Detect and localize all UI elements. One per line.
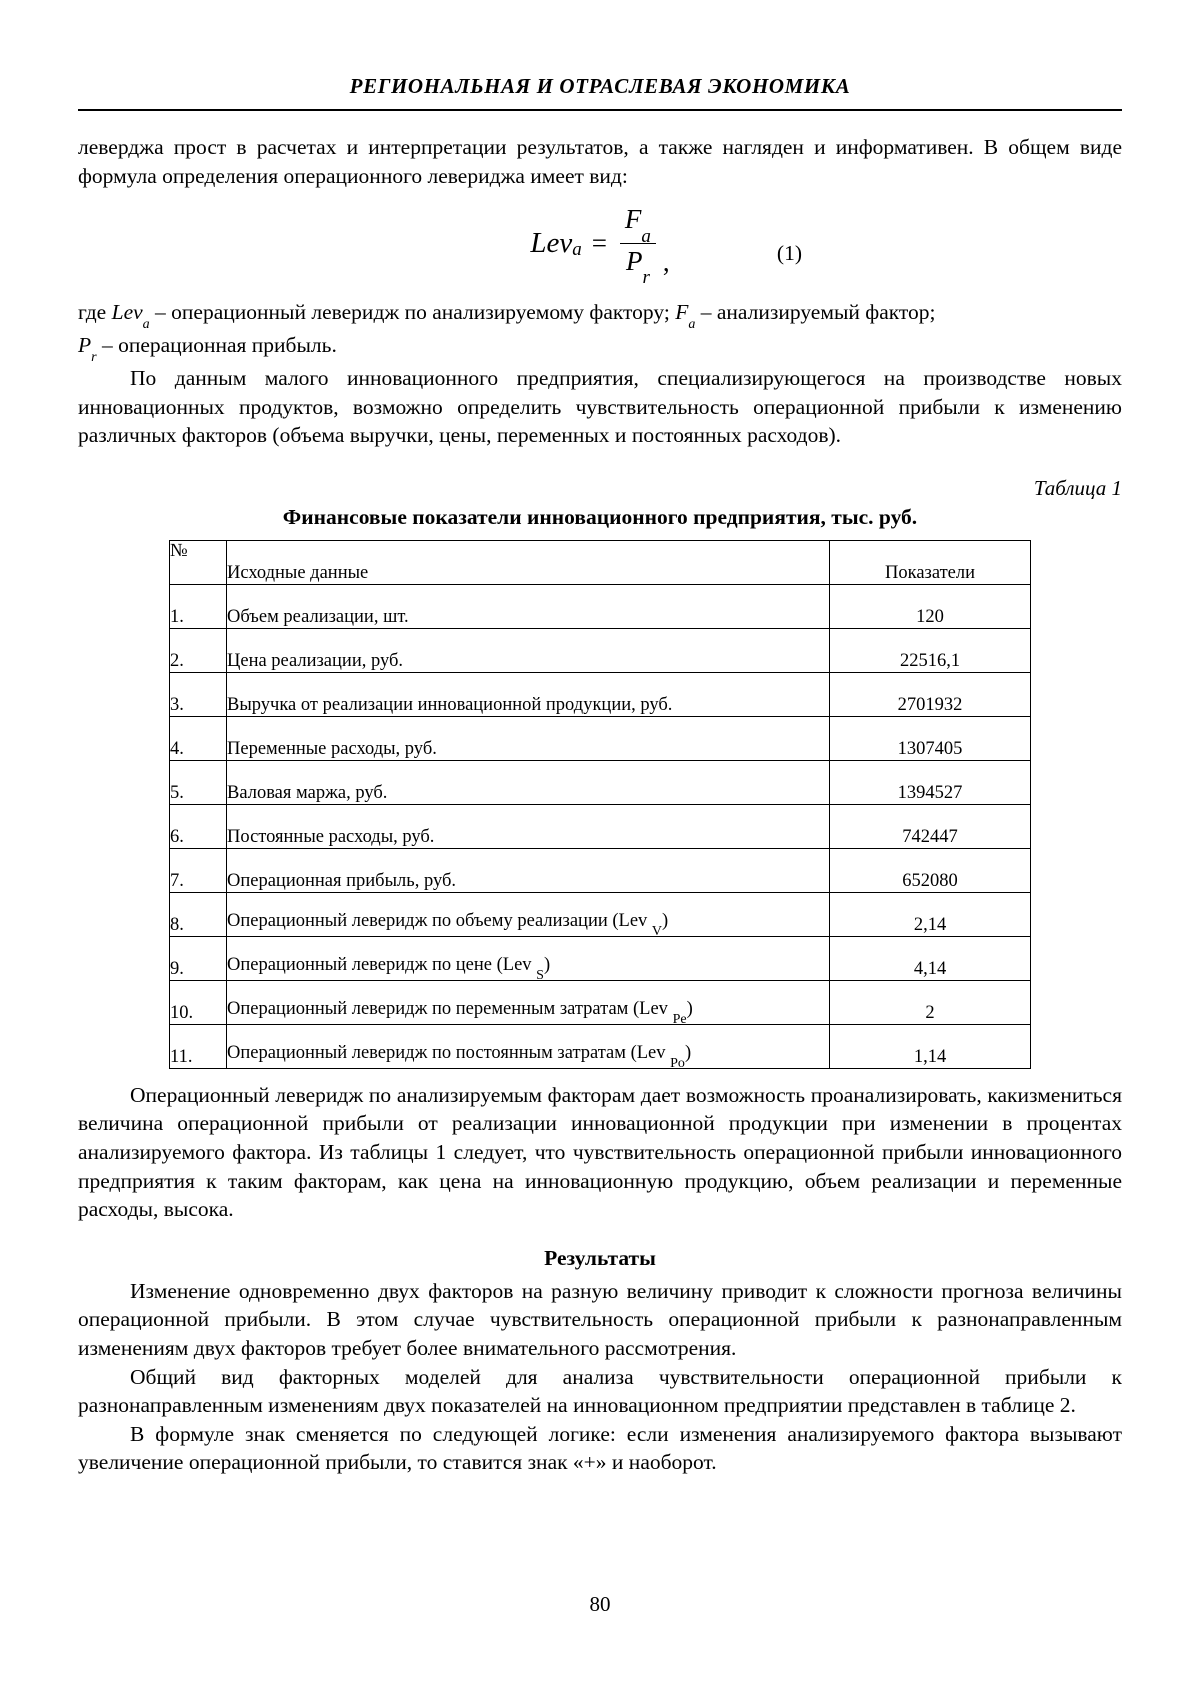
- financial-indicators-table: [169, 540, 1031, 1069]
- paragraph-results-2: Общий вид факторных моделей для анализа чувствительности операционной прибыли к разнонаправленным изменениям двух показателей на инновационном предприятии представлен в таблице 2.: [78, 1364, 1122, 1418]
- row-name: Выручка от реализации инновационной продукции, руб.: [227, 672, 830, 716]
- formula-expression: [530, 204, 670, 289]
- table-row: [170, 760, 1031, 804]
- table-row: [170, 848, 1031, 892]
- row-name: Операционный леверидж по объему реализации (Lev $_V$): [227, 892, 830, 936]
- row-num: 9.: [170, 936, 227, 980]
- section-heading-results: Результаты: [544, 1245, 656, 1270]
- table-row: [170, 892, 1031, 936]
- table-header-name: Исходные данные: [227, 540, 830, 584]
- header-rule: [78, 109, 1122, 111]
- row-num: 6.: [170, 804, 227, 848]
- formula-lhs: Lev: [530, 226, 573, 259]
- row-num: 7.: [170, 848, 227, 892]
- paragraph-legend: [78, 298, 1122, 364]
- row-name: Переменные расходы, руб.: [227, 716, 830, 760]
- formula-fraction: [619, 204, 657, 289]
- row-num: 5.: [170, 760, 227, 804]
- row-name: Постоянные расходы, руб.: [227, 804, 830, 848]
- row-value: 2,14: [830, 892, 1031, 936]
- table-header-row: [170, 540, 1031, 584]
- table-title: Финансовые показатели инновационного предприятия, тыс. руб.: [282, 504, 918, 529]
- lev-subscript: V: [651, 923, 663, 939]
- lev-subscript: Po: [670, 1055, 685, 1071]
- legend-desc-2: – анализируемый фактор;: [695, 300, 936, 325]
- formula-comma: ,: [662, 247, 670, 278]
- legend-term-p: P: [78, 333, 92, 358]
- legend-desc-1: – операционный леверидж по анализируемому фактору;: [149, 300, 676, 325]
- row-name: Операционная прибыль, руб.: [227, 848, 830, 892]
- table-row: [170, 716, 1031, 760]
- row-value: 2701932: [830, 672, 1031, 716]
- legend-term-f: F: [675, 300, 689, 325]
- table-row: [170, 628, 1031, 672]
- row-name: Валовая маржа, руб.: [227, 760, 830, 804]
- row-name: Операционный леверидж по цене (Lev $_S$): [227, 936, 830, 980]
- paragraph-analysis: Операционный леверидж по анализируемым факторам дает возможность проанализировать, какизмениться величина операционной прибыли от реализации инновационной продукции при изменении в процентах анализируемого фактора. Из таблицы 1 следует, что чувствительность операционной прибыли инновационного предприятия к таким факторам, как цена на инновационную продукцию, объем реализации и переменные расходы, высока.: [78, 1082, 1122, 1222]
- table-body: [170, 540, 1031, 1071]
- row-num: 11.: [170, 1024, 227, 1068]
- row-value: 1307405: [830, 716, 1031, 760]
- running-head: РЕГИОНАЛЬНАЯ И ОТРАСЛЕВАЯ ЭКОНОМИКА: [349, 74, 851, 98]
- paragraph-results-3: В формуле знак сменяется по следующей логике: если изменения анализируемого фактора вызывают увеличение операционной прибыли, то ставится знак «+» и наоборот.: [78, 1421, 1122, 1475]
- page-number: 80: [589, 1592, 611, 1616]
- formula-lhs-sub: a: [572, 239, 582, 261]
- formula-equals: =: [591, 227, 607, 258]
- row-num: 3.: [170, 672, 227, 716]
- legend-term-lev-sub: a: [142, 317, 150, 333]
- row-num: 8.: [170, 892, 227, 936]
- row-value: 120: [830, 584, 1031, 628]
- table-row: [170, 1024, 1031, 1068]
- legend-term-lev: Lev: [111, 300, 143, 325]
- formula-block: [78, 204, 1122, 289]
- formula-numerator: $F_a$: [624, 204, 651, 247]
- legend-term-f-sub: a: [688, 317, 696, 333]
- lev-subscript: Pe: [672, 1011, 687, 1027]
- row-value: 1394527: [830, 760, 1031, 804]
- paragraph-data-source: По данным малого инновационного предприятия, специализирующегося на производстве новых инновационных продуктов, возможно определить чувствительность операционной прибыли к изменению различных факторов (объема выручки, цены, переменных и постоянных расходов).: [78, 366, 1122, 448]
- page-content: [78, 74, 1122, 1477]
- formula-denominator-sub: r: [642, 267, 650, 289]
- row-name: Операционный леверидж по переменным затратам (Lev $_{Pe}$): [227, 980, 830, 1024]
- paragraph-results-1: Изменение одновременно двух факторов на разную величину приводит к сложности прогноза величины операционной прибыли. В этом случае чувствительность операционной прибыли к разнонаправленным изменениям двух факторов требует более внимательного рассмотрения.: [78, 1278, 1122, 1360]
- table-row: [170, 980, 1031, 1024]
- legend-term-p-sub: r: [91, 350, 97, 366]
- formula-number: (1): [776, 241, 802, 266]
- table-row: [170, 584, 1031, 628]
- row-num: 1.: [170, 584, 227, 628]
- row-value: 652080: [830, 848, 1031, 892]
- formula-denominator: $P_r$: [620, 243, 656, 282]
- paragraph-intro: леверджа прост в расчетах и интерпретации результатов, а также нагляден и информативен. В общем виде формула определения операционного левериджа имеет вид:: [78, 135, 1122, 188]
- row-name: Объем реализации, шт.: [227, 584, 830, 628]
- row-num: 10.: [170, 980, 227, 1024]
- row-name: Операционный леверидж по постоянным затратам (Lev $_{Po}$): [227, 1024, 830, 1068]
- formula-numerator-sub: a: [641, 225, 651, 247]
- row-num: 4.: [170, 716, 227, 760]
- legend-lead: где: [78, 300, 112, 325]
- row-value: 2: [830, 980, 1031, 1024]
- row-value: 22516,1: [830, 628, 1031, 672]
- table-header-num: №: [170, 540, 227, 584]
- lev-subscript: S: [536, 967, 544, 983]
- row-value: 4,14: [830, 936, 1031, 980]
- legend-desc-3: – операционная прибыль.: [96, 333, 337, 358]
- table-caption: Таблица 1: [1033, 475, 1122, 500]
- table-row: [170, 804, 1031, 848]
- row-value: 742447: [830, 804, 1031, 848]
- table-row: [170, 672, 1031, 716]
- row-num: 2.: [170, 628, 227, 672]
- row-name: Цена реализации, руб.: [227, 628, 830, 672]
- row-value: 1,14: [830, 1024, 1031, 1068]
- table-row: [170, 936, 1031, 980]
- table-header-value: Показатели: [830, 540, 1031, 584]
